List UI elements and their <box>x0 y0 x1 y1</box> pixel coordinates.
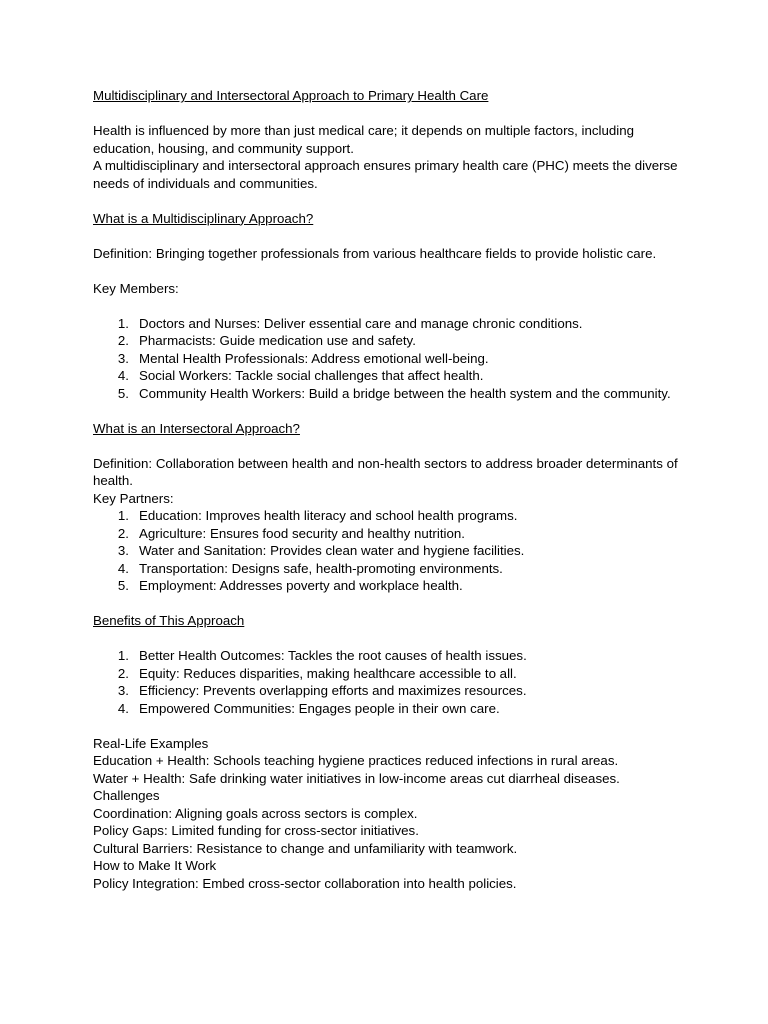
benefits-heading: Benefits of This Approach <box>93 613 245 628</box>
list-item <box>93 682 683 700</box>
list-item <box>93 560 683 578</box>
list-text: Pharmacists: Guide medication use and safety. <box>139 333 416 348</box>
list-number: 2. <box>117 665 129 681</box>
list-item <box>93 385 683 403</box>
list-text: Doctors and Nurses: Deliver essential care and manage chronic conditions. <box>139 315 583 331</box>
multidisciplinary-heading: What is a Multidisciplinary Approach? <box>93 210 314 226</box>
list-text: Mental Health Professionals: Address emotional well-being. <box>139 350 489 366</box>
list-number: 4. <box>117 368 129 383</box>
key-members-list <box>93 315 683 403</box>
key-members-label: Key Members: <box>93 280 179 296</box>
challenge-line: Cultural Barriers: Resistance to change and unfamiliarity with teamwork. <box>93 840 518 856</box>
list-text: Agriculture: Ensures food security and healthy nutrition. <box>139 525 465 541</box>
intro-paragraph: Health is influenced by more than just medical care; it depends on multiple factors, including education, housing, and community support. <box>93 123 635 156</box>
list-item <box>93 700 683 718</box>
document-page <box>93 87 683 892</box>
list-text: Transportation: Designs safe, health-promoting environments. <box>139 560 503 576</box>
list-item <box>93 332 683 350</box>
intro-paragraph: A multidisciplinary and intersectoral approach ensures primary health care (PHC) meets the diverse needs of individuals and communities. <box>93 158 678 191</box>
list-text: Community Health Workers: Build a bridge between the health system and the community. <box>139 385 671 401</box>
list-number: 3. <box>117 543 129 558</box>
list-number: 1. <box>117 508 129 523</box>
key-partners-list <box>93 507 683 595</box>
benefits-list <box>93 647 683 717</box>
challenge-line: Coordination: Aligning goals across sectors is complex. <box>93 805 418 821</box>
list-item <box>93 350 683 368</box>
make-it-work-line: Policy Integration: Embed cross-sector collaboration into health policies. <box>93 875 517 891</box>
list-text: Water and Sanitation: Provides clean water and hygiene facilities. <box>139 543 525 558</box>
list-text: Equity: Reduces disparities, making healthcare accessible to all. <box>139 665 517 681</box>
list-item <box>93 665 683 683</box>
list-number: 4. <box>117 560 129 576</box>
key-partners-label: Key Partners: <box>93 490 174 506</box>
challenges-heading: Challenges <box>93 788 160 803</box>
list-number: 4. <box>117 700 129 716</box>
list-text: Better Health Outcomes: Tackles the root causes of health issues. <box>139 648 527 663</box>
example-line: Education + Health: Schools teaching hygiene practices reduced infections in rural areas. <box>93 753 619 768</box>
document-title: Multidisciplinary and Intersectoral Approach to Primary Health Care <box>93 88 489 103</box>
list-text: Social Workers: Tackle social challenges that affect health. <box>139 368 484 383</box>
list-item <box>93 507 683 525</box>
list-text: Empowered Communities: Engages people in their own care. <box>139 700 500 716</box>
list-number: 3. <box>117 683 129 698</box>
intersectoral-definition: Definition: Collaboration between health and non-health sectors to address broader determinants of health. <box>93 455 678 488</box>
list-number: 3. <box>117 350 129 366</box>
list-number: 5. <box>117 385 129 401</box>
list-number: 1. <box>117 648 129 663</box>
list-item <box>93 542 683 560</box>
list-text: Employment: Addresses poverty and workplace health. <box>139 578 463 593</box>
list-item <box>93 367 683 385</box>
list-number: 1. <box>117 315 129 331</box>
list-item <box>93 577 683 595</box>
list-item <box>93 647 683 665</box>
list-number: 5. <box>117 578 129 593</box>
list-item <box>93 315 683 333</box>
example-line: Water + Health: Safe drinking water initiatives in low-income areas cut diarrheal diseases. <box>93 770 620 786</box>
list-text: Education: Improves health literacy and school health programs. <box>139 508 518 523</box>
multidisciplinary-definition: Definition: Bringing together professionals from various healthcare fields to provide holistic care. <box>93 245 657 261</box>
challenge-line: Policy Gaps: Limited funding for cross-sector initiatives. <box>93 823 419 838</box>
intersectoral-heading: What is an Intersectoral Approach? <box>93 420 300 436</box>
examples-heading: Real-Life Examples <box>93 735 209 751</box>
list-number: 2. <box>117 333 129 348</box>
list-text: Efficiency: Prevents overlapping efforts and maximizes resources. <box>139 683 527 698</box>
list-item <box>93 525 683 543</box>
make-it-work-heading: How to Make It Work <box>93 858 217 873</box>
list-number: 2. <box>117 525 129 541</box>
